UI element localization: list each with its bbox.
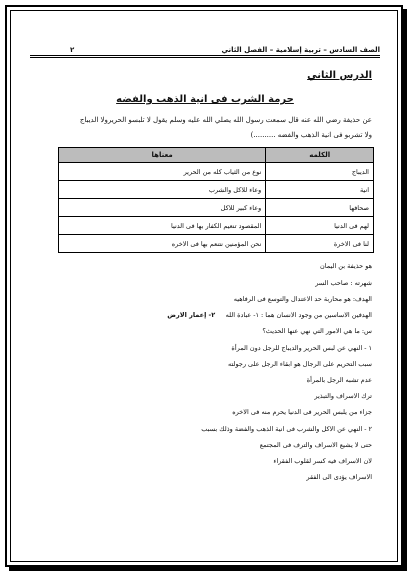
table-cell-word: لهم فى الدنيا — [266, 217, 374, 235]
table-cell-word: صحافها — [266, 199, 374, 217]
table-cell-meaning: وعاء للاكل والشرب — [59, 181, 266, 199]
purposes-line — [27, 311, 372, 319]
table-cell-meaning: نحن المؤمنين نتنعم بها فى الاخره — [59, 235, 266, 253]
lesson-title: الدرس الثاني — [307, 70, 372, 81]
answer-line-2: ٢ - النهي عن الاكل والشرب فى انية الذهب والفضة وذلك بسبب — [201, 425, 372, 433]
narrator-line: هو حذيفة بن اليمان — [319, 262, 372, 270]
narrator-title-line: شهرته : صاحب السر — [315, 279, 372, 287]
table-cell-meaning: المقصود تنعيم الكفار بها فى الدنيا — [59, 217, 266, 235]
question-line: س: ما هي الامور التي نهي عنها الحديث؟ — [262, 327, 372, 335]
reason-line-1: سبب التحريم على الرجال هو ابقاء الرجل على رجولته — [228, 360, 372, 368]
purposes-text: الهدفين الاساسين من وجود الانسان هما : ١- عبادة الله — [225, 311, 372, 319]
table-row — [59, 181, 374, 199]
page-shadow-right — [403, 9, 407, 569]
hadith-line-2: ولا تشربو فى انية الذهب والفضه ..........) — [250, 131, 372, 139]
table-row — [59, 217, 374, 235]
column-header-word: الكلمه — [266, 148, 374, 163]
answer-line-1: ١ - النهي عن لبس الحرير والديباج للرجل دون المرأة — [231, 344, 372, 352]
column-header-meaning: معناها — [59, 148, 266, 163]
goal-line: الهدف: هو محاربة حد الاعتدال والتوسع فى الرفاهيه — [233, 295, 372, 303]
table-row — [59, 235, 374, 253]
vocabulary-table — [58, 147, 374, 253]
table-cell-meaning: نوع من الثياب كله من الحرير — [59, 163, 266, 181]
header-title: الصف السادس – تربية إسلامية – الفصل الثاني — [221, 46, 380, 54]
table-cell-word: الديباج — [266, 163, 374, 181]
cause-line-3: الاسراف يؤدى الى الفقر — [306, 473, 372, 481]
table-cell-word: انية — [266, 181, 374, 199]
table-row — [59, 199, 374, 217]
page-shadow-bottom — [9, 567, 407, 571]
cause-line-1: حتى لا يشيع الاسراف والترف فى المجتمع — [259, 441, 372, 449]
table-cell-meaning: وعاء كبير للاكل — [59, 199, 266, 217]
hadith-line-1: عن حذيفة رضي الله عنه قال سمعت رسول الله يصلي الله عليه وسلم يقول لا تلبسو الحريرولا الديباج — [79, 116, 372, 124]
consequence-line: جزاء من يلبس الحرير فى الدنيا يحرم منه فى الاخره — [232, 408, 372, 416]
header-rule-2 — [30, 57, 380, 58]
page-number: ٢ — [70, 46, 75, 54]
purposes-second: ٢- إعمار الارض — [167, 311, 216, 319]
header-rule — [30, 55, 380, 56]
reason-line-2: عدم تشبه الرجل بالمرأة — [306, 376, 372, 384]
reason-line-3: ترك الاسراف والتبذير — [314, 392, 372, 400]
table-cell-word: لنا فى الاخرة — [266, 235, 374, 253]
table-header-row — [59, 148, 374, 163]
cause-line-2: لان الاسراف فيه كسر لقلوب الفقراء — [273, 457, 372, 465]
subject-title: حرمة الشرب فى انية الذهب والفضه — [116, 94, 294, 105]
table-row — [59, 163, 374, 181]
